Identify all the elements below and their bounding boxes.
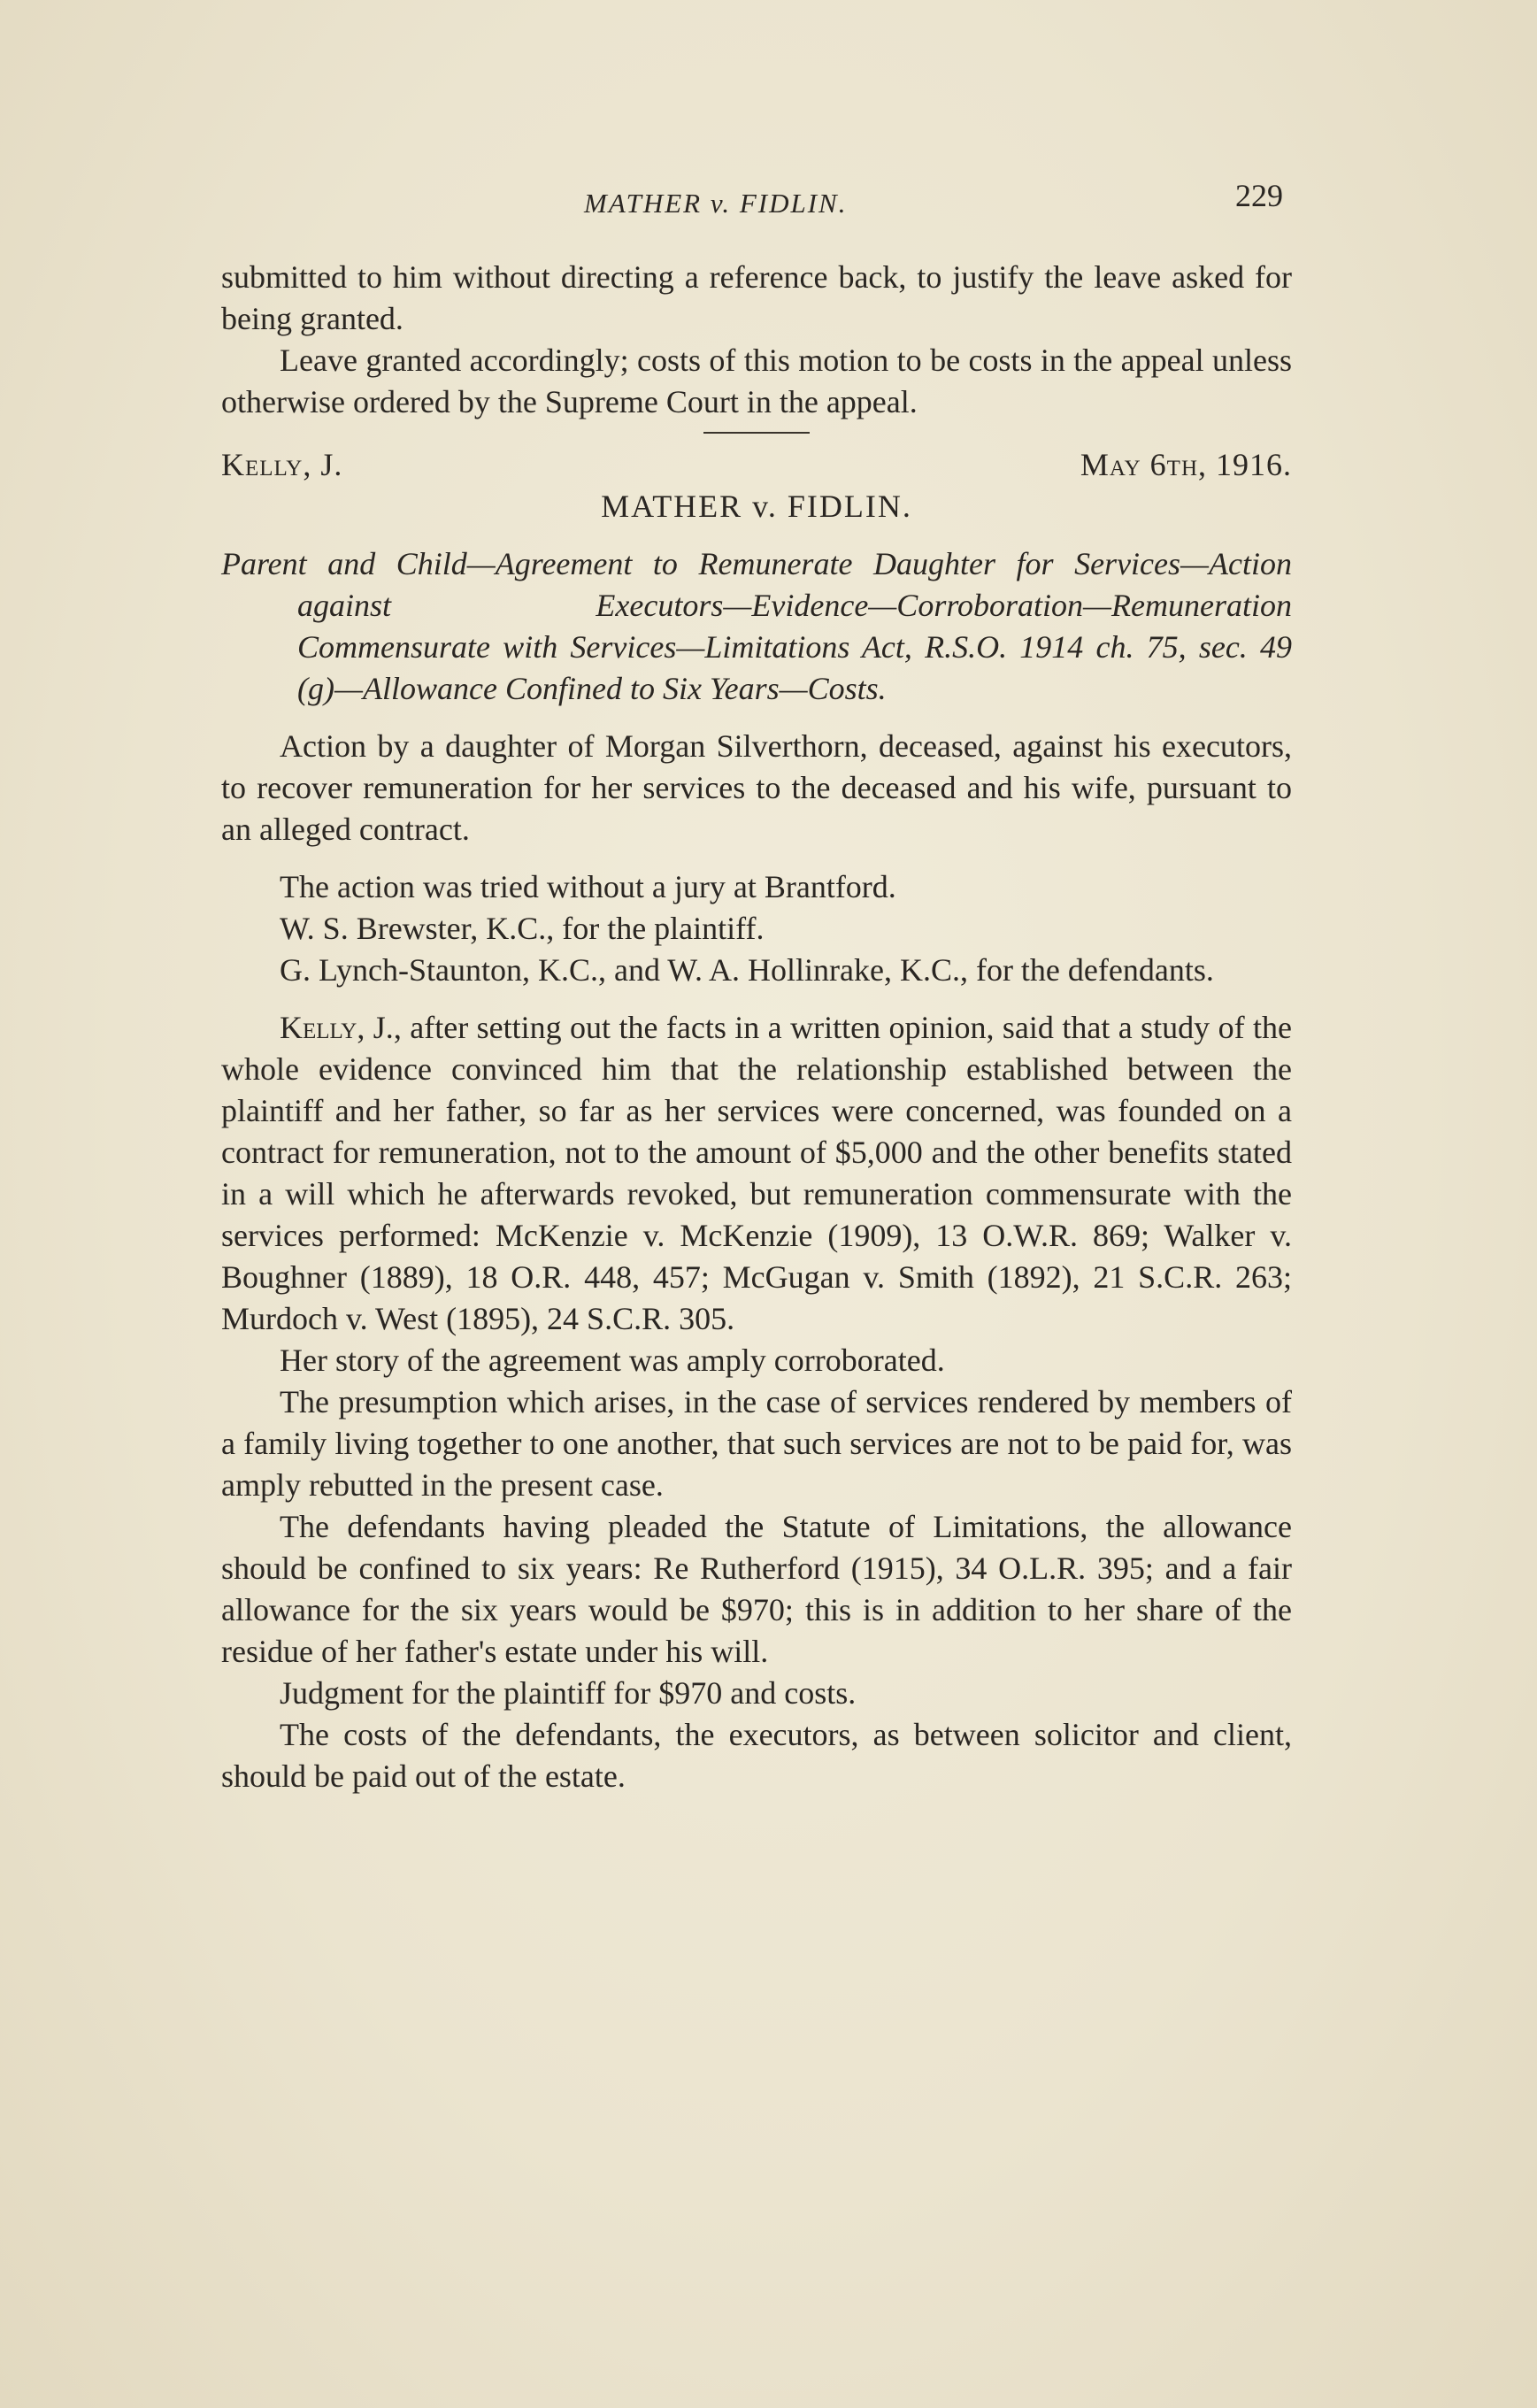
spacer: [221, 991, 1292, 1007]
limitations-paragraph: The defendants having pleaded the Statute of Limitations, the allowance should be confined to six years: Re Rutherford (1915), 34 O.L.R. 395; and a fair allowance for the six years would be $970; this is in addition to her share of the residue of her father's estate under his will.: [221, 1509, 1292, 1669]
plaintiff-counsel: W. S. Brewster, K.C., for the plaintiff.: [280, 911, 765, 946]
opinion-paragraph: [221, 1007, 1292, 1340]
headnote: Parent and Child—Agreement to Remunerate Daughter for Services—Action against Executors—Evidence—Corroboration—Remuneration Commensurate with Services—Limitations Act, R.S.O. 1914 ch. 75, sec. 49 (g)—Allowance Confined to Six Years—Costs.: [221, 546, 1292, 706]
spacer: [221, 710, 1292, 726]
decision-date: May 6th, 1916.: [1080, 447, 1292, 482]
opinion-judge: Kelly, J.: [280, 1010, 394, 1045]
judgment-paragraph: Judgment for the plaintiff for $970 and costs.: [280, 1675, 857, 1711]
continuation-paragraph: submitted to him without directing a reference back, to justify the leave asked for being granted.: [221, 259, 1292, 336]
running-head: [221, 177, 1283, 221]
defendant-counsel: G. Lynch-Staunton, K.C., and W. A. Hollinrake, K.C., for the defendants.: [280, 952, 1214, 988]
running-title: MATHER v. FIDLIN.: [584, 188, 848, 219]
spacer: [221, 850, 1292, 866]
section-divider: [703, 432, 810, 434]
trial-paragraph: The action was tried without a jury at Brantford.: [280, 869, 896, 904]
judge-name: Kelly, J.: [221, 447, 343, 482]
presumption-paragraph: The presumption which arises, in the case of services rendered by members of a family living together to one another, that such services are not to be paid for, was amply rebutted in the present case.: [221, 1384, 1292, 1503]
judge-date-line: [221, 444, 1292, 486]
corroboration-paragraph: Her story of the agreement was amply corroborated.: [280, 1342, 945, 1378]
leave-granted-paragraph: Leave granted accordingly; costs of this motion to be costs in the appeal unless otherwise ordered by the Supreme Court in the appeal.: [221, 342, 1292, 419]
opinion-text: , after setting out the facts in a written opinion, said that a study of the whole evidence convinced him that the relationship established between the plaintiff and her father, so far as her services were concerned, was founded on a contract for remuneration, not to the amount of $5,000 and the other benefits stated in a will which he afterwards revoked, but remuneration commensurate with the services performed: McKenzie v. McKenzie (1909), 13 O.W.R. 869; Walker v. Boughner (1889), 18 O.R. 448, 457; McGugan v. Smith (1892), 21 S.C.R. 263; Murdoch v. West (1895), 24 S.C.R. 305.: [221, 1010, 1292, 1336]
body-text: [221, 257, 1292, 1797]
costs-paragraph: The costs of the defendants, the executors, as between solicitor and client, should be paid out of the estate.: [221, 1717, 1292, 1794]
page-number: 229: [1235, 178, 1283, 213]
action-paragraph: Action by a daughter of Morgan Silverthorn, deceased, against his executors, to recover remuneration for her services to the deceased and his wife, pursuant to an alleged contract.: [221, 728, 1292, 847]
case-title: MATHER v. FIDLIN.: [601, 489, 912, 524]
